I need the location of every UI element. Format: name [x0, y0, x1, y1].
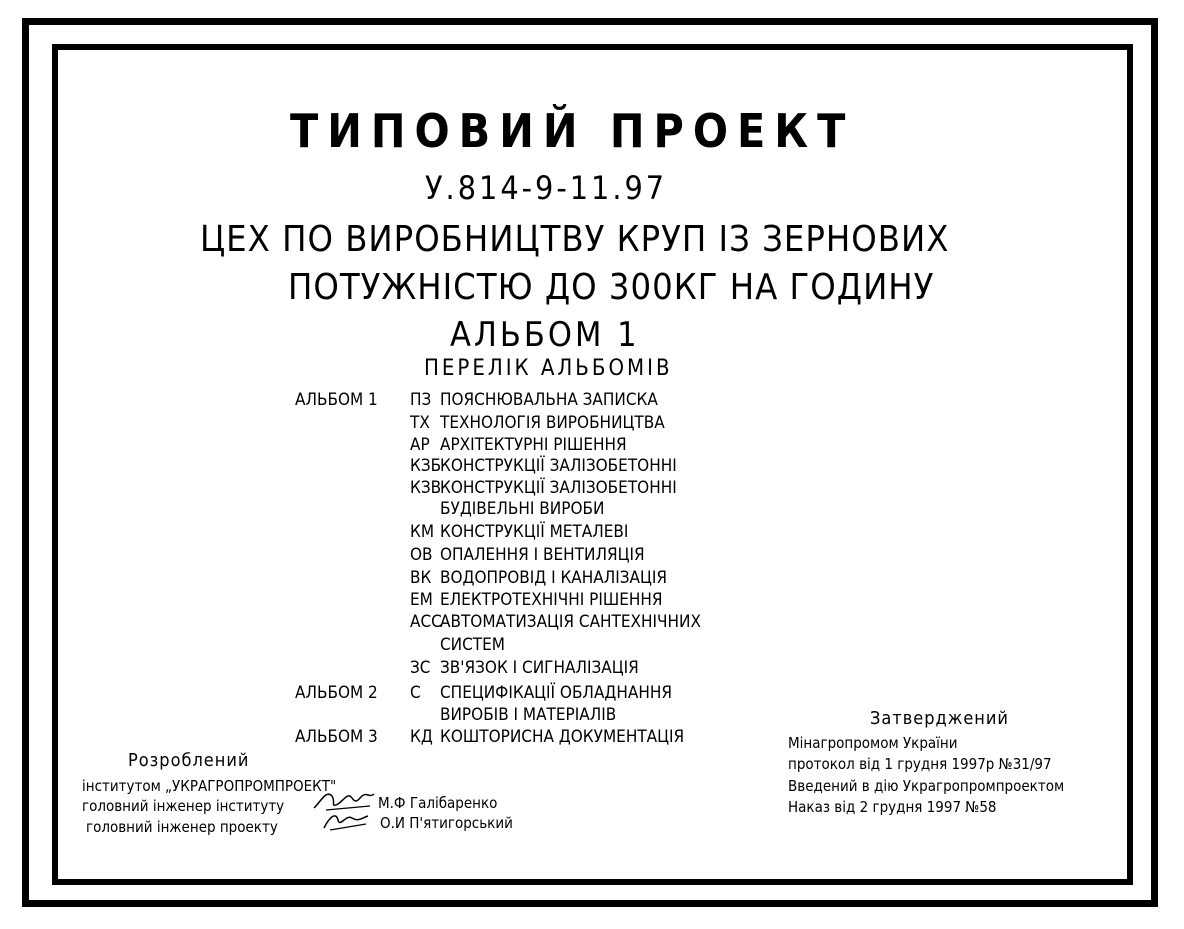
row-text: АВТОМАТИЗАЦІЯ САНТЕХНІЧНИХ — [440, 612, 701, 632]
row-abbr: ТХ — [410, 413, 430, 433]
row-text: КОШТОРИСНА ДОКУМЕНТАЦІЯ — [440, 727, 685, 747]
album-number: АЛЬБОМ 1 — [450, 315, 640, 355]
document-title: ТИПОВИЙ ПРОЕКТ — [290, 104, 855, 158]
row-abbr: АСС — [410, 612, 442, 632]
row-abbr: КЗБ — [410, 456, 442, 476]
row-abbr: ЗС — [410, 658, 431, 678]
approved-heading: Затверджений — [870, 708, 1009, 729]
row-text: ОПАЛЕННЯ І ВЕНТИЛЯЦІЯ — [440, 545, 645, 565]
row-abbr: АР — [410, 435, 430, 455]
chief-project-label: головний інженер проекту — [86, 818, 278, 836]
approved-line-2: протокол від 1 грудня 1997р №31/97 — [788, 755, 1052, 773]
row-text: КОНСТРУКЦІЇ МЕТАЛЕВІ — [440, 522, 629, 542]
row-abbr: КМ — [410, 522, 435, 542]
row-text: КОНСТРУКЦІЇ ЗАЛІЗОБЕТОННІ — [440, 456, 677, 476]
row-text: БУДІВЕЛЬНІ ВИРОБИ — [440, 499, 605, 519]
album-3-label: АЛЬБОМ 3 — [295, 727, 378, 747]
album-1-label: АЛЬБОМ 1 — [295, 390, 378, 410]
row-abbr: КД — [410, 727, 433, 747]
subtitle-line-1: ЦЕХ ПО ВИРОБНИЦТВУ КРУП ІЗ ЗЕРНОВИХ — [200, 219, 950, 260]
row-abbr: ОВ — [410, 545, 433, 565]
signature-chief-project — [322, 808, 372, 832]
project-code: У.814-9-11.97 — [425, 169, 668, 207]
row-abbr: ВК — [410, 568, 432, 588]
developed-heading: Розроблений — [128, 750, 250, 771]
row-text: АРХІТЕКТУРНІ РІШЕННЯ — [440, 435, 627, 455]
row-abbr: С — [410, 683, 421, 703]
row-text: ЕЛЕКТРОТЕХНІЧНІ РІШЕННЯ — [440, 590, 663, 610]
chief-institute-name: М.Ф Галібаренко — [378, 794, 498, 812]
row-text: ВОДОПРОВІД І КАНАЛІЗАЦІЯ — [440, 568, 668, 588]
approved-line-3: Введений в дію Украгропромпроектом — [788, 777, 1065, 795]
row-text: ТЕХНОЛОГІЯ ВИРОБНИЦТВА — [440, 413, 665, 433]
album-2-label: АЛЬБОМ 2 — [295, 683, 378, 703]
row-abbr: ПЗ — [410, 390, 432, 410]
row-text: ПОЯСНЮВАЛЬНА ЗАПИСКА — [440, 390, 658, 410]
list-heading: ПЕРЕЛІК АЛЬБОМІВ — [424, 356, 673, 381]
row-abbr: ЕМ — [410, 590, 433, 610]
row-abbr: КЗВ — [410, 478, 442, 498]
chief-institute-label: головний інженер інституту — [82, 797, 285, 815]
subtitle-line-2: ПОТУЖНІСТЮ ДО 300КГ НА ГОДИНУ — [288, 267, 935, 308]
row-text: СИСТЕМ — [440, 635, 506, 655]
approved-line-4: Наказ від 2 грудня 1997 №58 — [788, 798, 997, 816]
row-text: ЗВ'ЯЗОК І СИГНАЛІЗАЦІЯ — [440, 658, 639, 678]
row-text: СПЕЦИФІКАЦІЇ ОБЛАДНАННЯ — [440, 683, 672, 703]
row-text: КОНСТРУКЦІЇ ЗАЛІЗОБЕТОННІ — [440, 478, 677, 498]
chief-project-name: О.И П'ятигорський — [380, 814, 513, 832]
approved-line-1: Мінагропромом України — [788, 734, 958, 752]
row-text: ВИРОБІВ І МАТЕРІАЛІВ — [440, 705, 617, 725]
developed-institute: інститутом „УКРАГРОПРОМПРОЕКТ" — [82, 777, 337, 795]
